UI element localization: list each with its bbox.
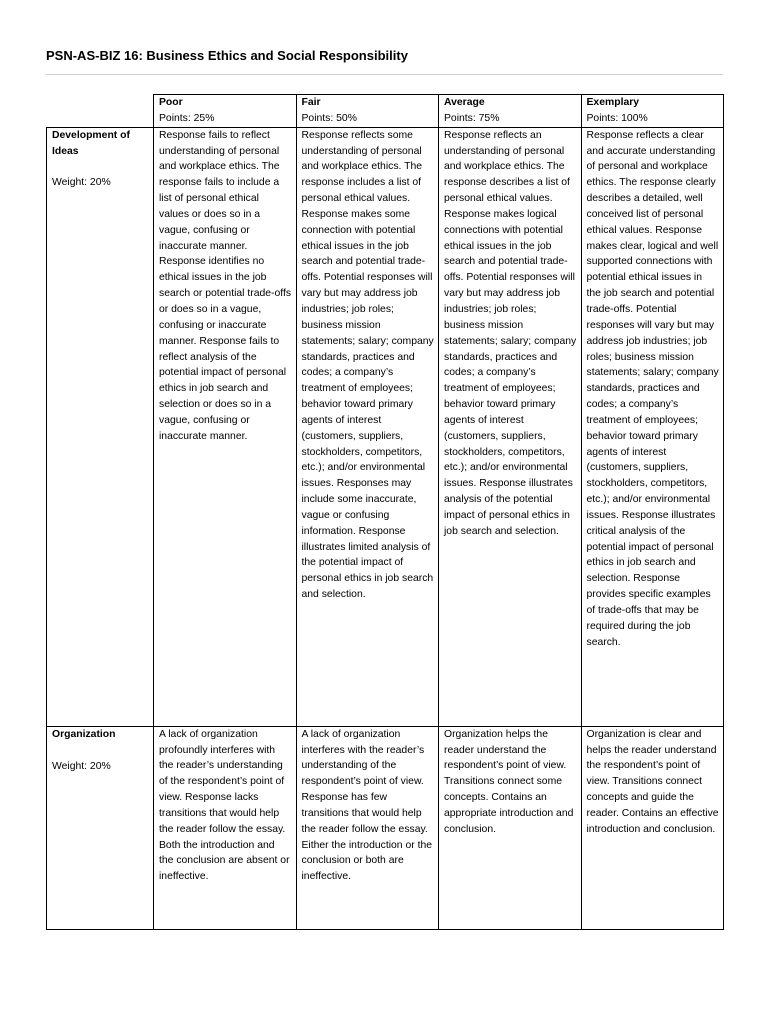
rubric-cell-exemplary bbox=[581, 127, 724, 726]
cell-description: Organization helps the reader understand the respondent’s point of view. Transitions connect some concepts. Contains an appropriate introduction and conclusion. bbox=[444, 728, 574, 835]
cell-description: Organization is clear and helps the reader understand the respondent’s point of view. Transitions connect concepts and guide the reader. Contains an effective introduction and conclusion. bbox=[586, 728, 719, 835]
level-points: Points: 50% bbox=[301, 112, 357, 124]
level-name: Exemplary bbox=[586, 97, 640, 108]
title-divider bbox=[46, 74, 723, 75]
rubric-cell-fair bbox=[296, 726, 439, 929]
criterion-weight: Weight: 20% bbox=[52, 760, 111, 772]
criterion-name: Development of Ideas bbox=[52, 129, 130, 157]
rubric-cell-poor bbox=[154, 726, 297, 929]
level-name: Average bbox=[444, 97, 485, 108]
rubric-cell-fair bbox=[296, 127, 439, 726]
level-name: Fair bbox=[301, 97, 321, 108]
rubric-cell-average bbox=[439, 127, 582, 726]
cell-description: A lack of organization interferes with the reader’s understanding of the respondent’s point of view. Response has few transitions that would help the reader follow the essay. Either the introduction or the conclusion or both are ineffective. bbox=[301, 728, 433, 883]
cell-description: Response fails to reflect understanding of personal and workplace ethics. The response fails to include a list of personal ethical values or does so in a vague, confusing or inaccurate manner. Response identifies no ethical issues in the job search or potential trade-offs or does so in a vague, confusing or inaccurate manner. Response fails to reflect analysis of the potential impact of personal ethics in job search and selection or does so in a vague, confusing or inaccurate manner. bbox=[159, 129, 292, 442]
rubric-cell-poor bbox=[154, 127, 297, 726]
criterion-cell bbox=[47, 726, 154, 929]
criterion-name: Organization bbox=[52, 728, 116, 740]
criterion-cell bbox=[47, 127, 154, 726]
rubric-table bbox=[46, 94, 724, 930]
rubric-cell-exemplary bbox=[581, 726, 724, 929]
page-title: PSN-AS-BIZ 16: Business Ethics and Social Responsibility bbox=[46, 48, 408, 63]
level-header-poor bbox=[154, 95, 297, 128]
criterion-row-organization bbox=[47, 726, 724, 929]
level-points: Points: 75% bbox=[444, 112, 500, 124]
cell-description: Response reflects some understanding of personal and workplace ethics. The response includes a list of personal ethical values. Response makes some connection with potential ethical issues in the job search and potential trade-offs. Potential responses will vary but may address job industries; job roles; business mission statements; salary; company standards, practices and codes; a company’s treatment of employees; behavior toward primary agents of interest (customers, suppliers, stockholders, competitors, etc.); and/or environmental issues. Responses may include some inaccurate, vague or confusing information. Response illustrates limited analysis of the potential impact of personal ethics in job search and selection. bbox=[301, 129, 434, 601]
level-points: Points: 100% bbox=[586, 112, 648, 124]
level-header-exemplary bbox=[581, 95, 724, 128]
rubric-header-row bbox=[47, 95, 724, 128]
rubric-cell-average bbox=[439, 726, 582, 929]
header-blank-cell bbox=[47, 95, 154, 128]
level-header-fair bbox=[296, 95, 439, 128]
cell-description: Response reflects an understanding of personal and workplace ethics. The response describes a list of personal ethical values. Response makes logical connections with potential ethical issues in the job search and potential trade-offs. Potential responses will vary but may address job industries; job roles; business mission statements; salary; company standards, practices and codes; a company’s treatment of employees; behavior toward primary agents of interest (customers, suppliers, stockholders, competitors, etc.); and/or environmental issues. Response illustrates analysis of the potential impact of personal ethics in job search and selection. bbox=[444, 129, 577, 537]
cell-description: A lack of organization profoundly interferes with the reader’s understanding of the respondent’s point of view. Response lacks transitions that would help the reader follow the essay. Both the introduction and the conclusion are absent or ineffective. bbox=[159, 728, 290, 883]
criterion-row-development-of-ideas bbox=[47, 127, 724, 726]
level-name: Poor bbox=[159, 97, 183, 108]
cell-description: Response reflects a clear and accurate understanding of personal and workplace ethics. The response clearly describes a detailed, well conceived list of personal ethical values. Response makes clear, logical and well supported connections with potential ethical issues in the job search and potential trade-offs. Potential responses will vary but may address job industries; job roles; business mission statements; salary; company standards, practices and codes; a company’s treatment of employees; behavior toward primary agents of interest (customers, suppliers, stockholders, competitors, etc.); and/or environmental issues. Response illustrates critical analysis of the potential impact of personal ethics in job search and selection. Response provides specific examples of trade-offs that may be required during the job search. bbox=[586, 129, 719, 648]
level-points: Points: 25% bbox=[159, 112, 215, 124]
criterion-weight: Weight: 20% bbox=[52, 177, 111, 189]
level-header-average bbox=[439, 95, 582, 128]
